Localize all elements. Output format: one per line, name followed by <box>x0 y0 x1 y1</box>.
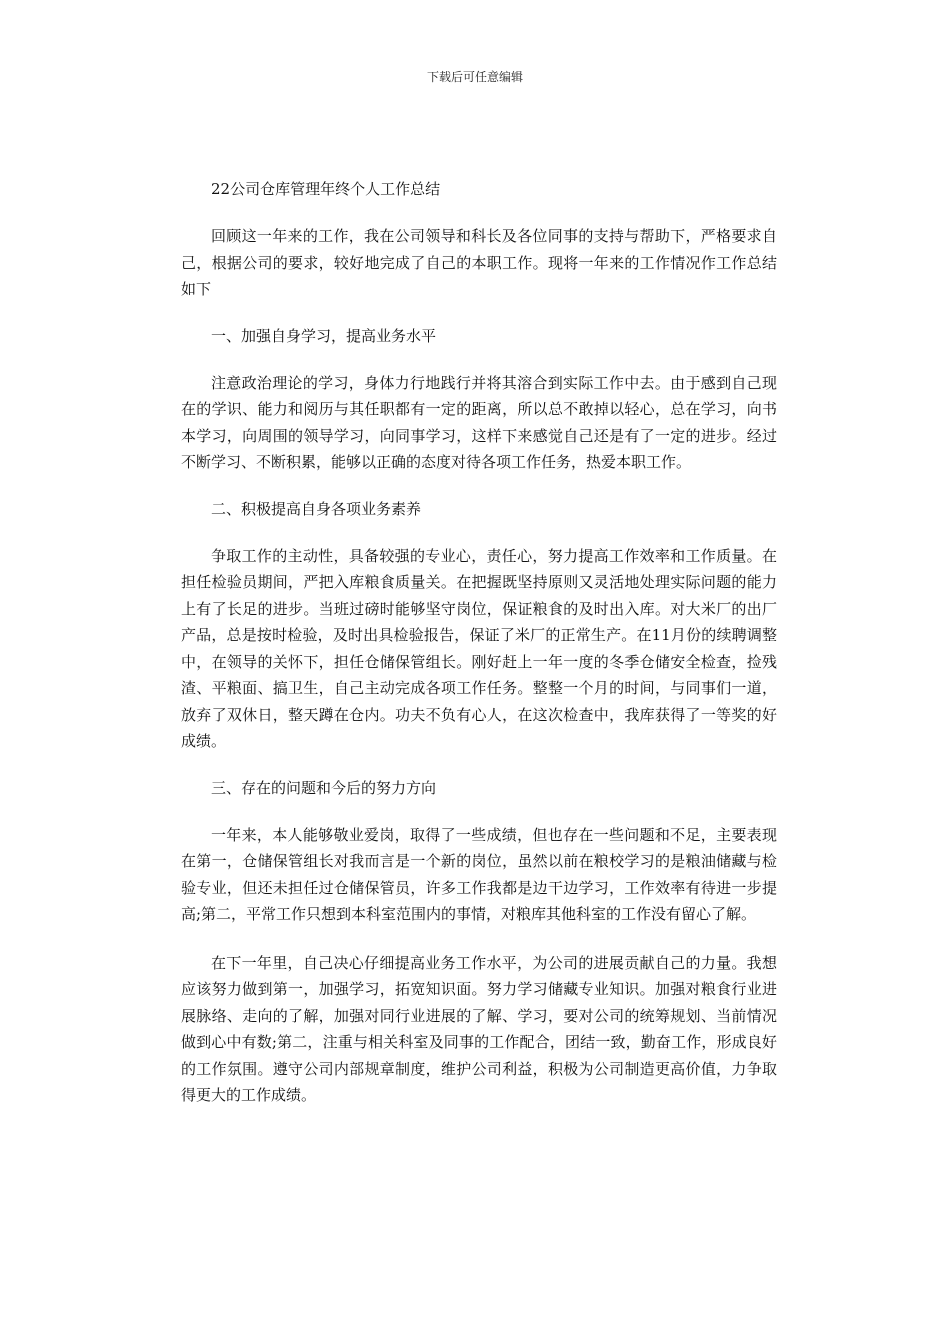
header-note: 下载后可任意编辑 <box>426 70 523 84</box>
section-body-1: 注意政治理论的学习，身体力行地践行并将其溶合到实际工作中去。由于感到自己现在的学识、能力和阅历与其任职都有一定的距离，所以总不敢掉以轻心，总在学习，向书本学习，向周围的领导学习，向同事学习，这样下来感觉自己还是有了一定的进步。经过不断学习、不断积累，能够以正确的态度对待各项工作任务，热爱本职工作。 <box>181 373 777 471</box>
closing-paragraph: 在下一年里，自己决心仔细提高业务工作水平，为公司的进展贡献自己的力量。我想应该努力做到第一，加强学习，拓宽知识面。努力学习储藏专业知识。加强对粮食行业进展脉络、走向的了解，加强对同行业进展的了解、学习，要对公司的统筹规划、当前情况做到心中有数;第二，注重与相关科室及同事的工作配合，团结一致，勤奋工作，形成良好的工作氛围。遵守公司内部规章制度，维护公司利益，积极为公司制造更高价值，力争取得更大的工作成绩。 <box>181 953 777 1104</box>
intro-paragraph: 回顾这一年来的工作，我在公司领导和科长及各位同事的支持与帮助下，严格要求自己，根据公司的要求，较好地完成了自己的本职工作。现将一年来的工作情况作工作总结如下 <box>181 227 777 298</box>
document-body <box>181 178 777 1131</box>
document-title: 22公司仓库管理年终个人工作总结 <box>211 180 441 198</box>
section-heading-1: 一、加强自身学习，提高业务水平 <box>211 326 437 345</box>
section-heading-2: 二、积极提高自身各项业务素养 <box>211 499 422 518</box>
section-body-3: 一年来，本人能够敬业爱岗，取得了一些成绩，但也存在一些问题和不足，主要表现在第一，仓储保管组长对我而言是一个新的岗位，虽然以前在粮校学习的是粮油储藏与检验专业，但还未担任过仓储保管员，许多工作我都是边干边学习，工作效率有待进一步提高;第二，平常工作只想到本科室范围内的事情，对粮库其他科室的工作没有留心了解。 <box>181 825 777 923</box>
section-body-2: 争取工作的主动性，具备较强的专业心，责任心，努力提高工作效率和工作质量。在担任检验员期间，严把入库粮食质量关。在把握既坚持原则又灵活地处理实际问题的能力上有了长足的进步。当班过磅时能够坚守岗位，保证粮食的及时出入库。对大米厂的出厂产品，总是按时检验，及时出具检验报告，保证了米厂的正常生产。在11月份的续聘调整中，在领导的关怀下，担任仓储保管组长。刚好赶上一年一度的冬季仓储安全检查，捡残渣、平粮面、搞卫生，自己主动完成各项工作任务。整整一个月的时间，与同事们一道，放弃了双休日，整天蹲在仓内。功夫不负有心人，在这次检查中，我库获得了一等奖的好成绩。 <box>181 546 777 750</box>
section-heading-3: 三、存在的问题和今后的努力方向 <box>211 778 437 797</box>
